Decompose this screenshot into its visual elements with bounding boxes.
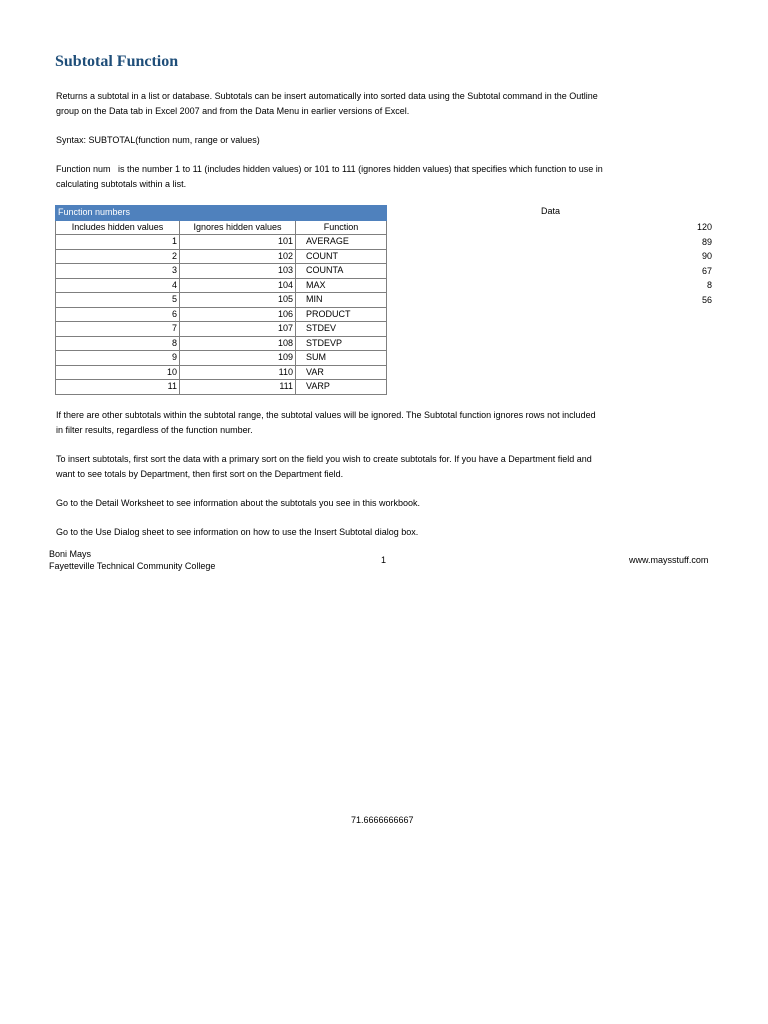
column-header-ignores: Ignores hidden values bbox=[180, 220, 296, 235]
data-values-list bbox=[660, 220, 712, 307]
cell-function: STDEVP bbox=[296, 336, 387, 351]
insert-line-1: To insert subtotals, first sort the data with a primary sort on the field you wish to create subtotals for. If you have a Department field and bbox=[56, 454, 592, 464]
insert-paragraph bbox=[56, 452, 666, 481]
table-row bbox=[56, 235, 387, 250]
cell-ignores-hidden: 106 bbox=[180, 307, 296, 322]
cell-function: SUM bbox=[296, 351, 387, 366]
data-value: 67 bbox=[701, 265, 712, 276]
cell-function: STDEV bbox=[296, 322, 387, 337]
function-num-line-2: calculating subtotals within a list. bbox=[56, 178, 187, 189]
result-value: 71.6666666667 bbox=[351, 815, 414, 825]
data-label: Data bbox=[541, 206, 561, 216]
table-row bbox=[56, 336, 387, 351]
intro-paragraph bbox=[56, 89, 666, 118]
function-num-paragraph bbox=[56, 162, 666, 191]
cell-includes-hidden: 9 bbox=[56, 351, 180, 366]
data-value: 89 bbox=[701, 236, 712, 247]
function-numbers-table bbox=[55, 205, 387, 395]
ignored-line-1: If there are other subtotals within the subtotal range, the subtotal values will be ignored. The Subtotal function ignores rows not included bbox=[56, 410, 596, 420]
cell-ignores-hidden: 109 bbox=[180, 351, 296, 366]
cell-function: MAX bbox=[296, 278, 387, 293]
cell-function: MIN bbox=[296, 293, 387, 308]
footer-author: Boni Mays bbox=[49, 549, 92, 559]
cell-ignores-hidden: 104 bbox=[180, 278, 296, 293]
footer-author-block bbox=[49, 549, 215, 572]
table-header-row bbox=[56, 206, 387, 221]
cell-includes-hidden: 3 bbox=[56, 264, 180, 279]
data-value: 56 bbox=[701, 294, 712, 305]
footer-page-number: 1 bbox=[381, 555, 387, 565]
table-row bbox=[56, 278, 387, 293]
column-header-function: Function bbox=[296, 220, 387, 235]
cell-function: AVERAGE bbox=[296, 235, 387, 250]
cell-ignores-hidden: 107 bbox=[180, 322, 296, 337]
ignored-line-2: in filter results, regardless of the function number. bbox=[56, 424, 253, 435]
cell-includes-hidden: 8 bbox=[56, 336, 180, 351]
cell-ignores-hidden: 103 bbox=[180, 264, 296, 279]
cell-includes-hidden: 1 bbox=[56, 235, 180, 250]
column-header-includes: Includes hidden values bbox=[56, 220, 180, 235]
table-row bbox=[56, 365, 387, 380]
cell-function: VAR bbox=[296, 365, 387, 380]
table-row bbox=[56, 249, 387, 264]
table-row bbox=[56, 351, 387, 366]
page-title: Subtotal Function bbox=[55, 53, 179, 70]
syntax-paragraph: Syntax: SUBTOTAL(function num, range or values) bbox=[56, 135, 260, 145]
data-value: 8 bbox=[706, 280, 712, 290]
cell-includes-hidden: 6 bbox=[56, 307, 180, 322]
cell-includes-hidden: 5 bbox=[56, 293, 180, 308]
cell-ignores-hidden: 110 bbox=[180, 365, 296, 380]
cell-ignores-hidden: 105 bbox=[180, 293, 296, 308]
cell-includes-hidden: 4 bbox=[56, 278, 180, 293]
cell-function: VARP bbox=[296, 380, 387, 395]
table-row bbox=[56, 322, 387, 337]
cell-function: PRODUCT bbox=[296, 307, 387, 322]
ignored-paragraph bbox=[56, 408, 666, 437]
column-header-row bbox=[56, 220, 387, 235]
cell-includes-hidden: 2 bbox=[56, 249, 180, 264]
cell-includes-hidden: 10 bbox=[56, 365, 180, 380]
cell-ignores-hidden: 102 bbox=[180, 249, 296, 264]
cell-ignores-hidden: 108 bbox=[180, 336, 296, 351]
table-row bbox=[56, 380, 387, 395]
insert-line-2: want to see totals by Department, then first sort on the Department field. bbox=[56, 468, 344, 479]
intro-line-2: group on the Data tab in Excel 2007 and from the Data Menu in earlier versions of Excel. bbox=[56, 105, 410, 116]
function-num-line-1: Function num is the number 1 to 11 (includes hidden values) or 101 to 111 (ignores hidden values) that specifies which function to use in bbox=[56, 164, 603, 174]
detail-paragraph: Go to the Detail Worksheet to see information about the subtotals you see in this workbook. bbox=[56, 498, 421, 508]
data-value: 90 bbox=[701, 251, 712, 261]
table-row bbox=[56, 307, 387, 322]
cell-includes-hidden: 11 bbox=[56, 380, 180, 395]
footer-website: www.maysstuff.com bbox=[629, 555, 709, 565]
cell-function: COUNT bbox=[296, 249, 387, 264]
dialog-paragraph: Go to the Use Dialog sheet to see information on how to use the Insert Subtotal dialog box. bbox=[56, 527, 419, 537]
table-header: Function numbers bbox=[56, 206, 387, 221]
cell-includes-hidden: 7 bbox=[56, 322, 180, 337]
intro-line-1: Returns a subtotal in a list or database. Subtotals can be insert automatically into sorted data using the Subtotal command in the Outline bbox=[56, 91, 598, 101]
table-row bbox=[56, 264, 387, 279]
table-row bbox=[56, 293, 387, 308]
data-value: 120 bbox=[696, 222, 712, 232]
cell-ignores-hidden: 111 bbox=[180, 380, 296, 395]
footer-college: Fayetteville Technical Community College bbox=[49, 560, 216, 571]
cell-function: COUNTA bbox=[296, 264, 387, 279]
cell-ignores-hidden: 101 bbox=[180, 235, 296, 250]
